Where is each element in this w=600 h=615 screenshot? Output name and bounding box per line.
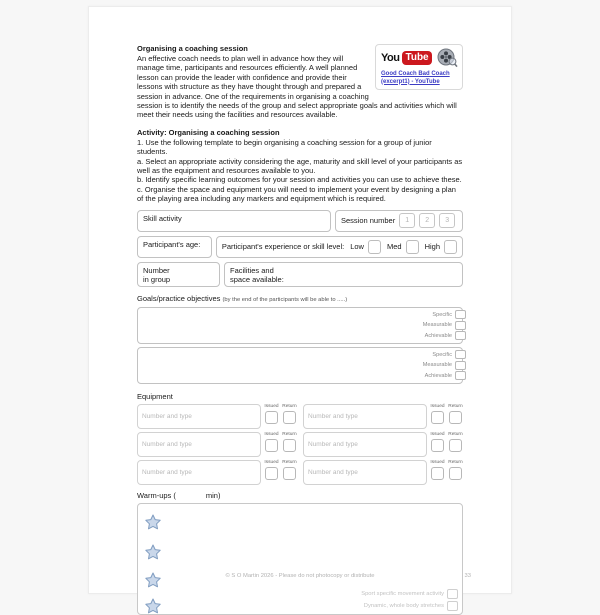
session-form: [137, 210, 463, 287]
activity-title: Activity: Organising a coaching session: [137, 127, 280, 137]
return-column: [448, 404, 463, 429]
warmups-field[interactable]: [137, 503, 463, 615]
issued-checkbox[interactable]: [265, 467, 278, 480]
participant-age-label: Participant's age:: [143, 239, 201, 249]
copyright-text: © S O Martin 2026 - Please do not photocopy or distribute: [225, 573, 375, 579]
sport-specific-checkbox[interactable]: [447, 589, 458, 599]
experience-level-field: [216, 236, 463, 258]
issued-checkbox[interactable]: [265, 411, 278, 424]
hint-row: [361, 601, 458, 611]
issued-checkbox[interactable]: [265, 439, 278, 452]
session-number-label: Session number: [341, 216, 396, 226]
youtube-link-line1: Good Coach Bad Coach: [381, 71, 450, 77]
participant-age-field[interactable]: [137, 236, 212, 258]
warmups-hints: [361, 587, 458, 611]
specific-checkbox[interactable]: [455, 310, 466, 319]
specific-label: Specific: [432, 351, 452, 358]
form-row-1: [137, 210, 463, 232]
achievable-checkbox[interactable]: [455, 331, 466, 340]
equipment-number-type-field[interactable]: Number and type: [303, 460, 427, 485]
return-checkbox[interactable]: [449, 439, 462, 452]
facilities-field[interactable]: [224, 262, 463, 287]
issued-column: [264, 432, 279, 457]
star-icon: [145, 544, 161, 560]
number-in-group-label-line1: Number: [143, 265, 170, 275]
goals-section: [137, 294, 463, 384]
issued-label: Issued: [430, 459, 445, 465]
issued-column: [430, 432, 445, 457]
experience-level-label: Participant's experience or skill level:: [221, 242, 345, 252]
page-number: 33: [464, 573, 471, 579]
issued-label: Issued: [264, 431, 279, 437]
equipment-title: Equipment: [137, 391, 173, 401]
return-checkbox[interactable]: [449, 411, 462, 424]
activity-instruction-a: a. Select an appropriate activity considering the age, maturity and skill level of your participants as well as the equipment and resources available to you.: [137, 156, 463, 176]
measurable-checkbox[interactable]: [455, 361, 466, 370]
goal-objective-field-1[interactable]: [137, 307, 463, 344]
youtube-logo-tube: Tube: [402, 51, 431, 65]
session-number-2-checkbox[interactable]: 2: [419, 213, 435, 228]
return-column: [282, 404, 297, 429]
issued-label: Issued: [264, 459, 279, 465]
star-icon: [145, 598, 161, 614]
equipment-cell: [303, 404, 463, 429]
goals-title: [137, 294, 463, 305]
equipment-cell: [137, 432, 297, 457]
skill-activity-label: Skill activity: [143, 213, 182, 223]
equipment-number-type-field[interactable]: Number and type: [137, 432, 261, 457]
return-column: [282, 432, 297, 457]
return-checkbox[interactable]: [283, 439, 296, 452]
star-icon: [145, 514, 161, 530]
hint-row: [361, 589, 458, 599]
equipment-number-type-field[interactable]: Number and type: [137, 404, 261, 429]
measurable-checkbox[interactable]: [455, 321, 466, 330]
achievable-checkbox[interactable]: [455, 371, 466, 380]
youtube-logo-you: You: [381, 52, 400, 64]
equipment-number-type-field[interactable]: Number and type: [303, 404, 427, 429]
equipment-row: [137, 432, 463, 457]
achievable-label: Achievable: [424, 332, 452, 339]
sport-specific-hint: Sport specific movement activity: [361, 590, 444, 597]
youtube-video-link[interactable]: [381, 71, 458, 86]
skill-activity-field[interactable]: [137, 210, 331, 232]
return-checkbox[interactable]: [449, 467, 462, 480]
equipment-cell: [137, 460, 297, 485]
page-footer: [137, 573, 471, 579]
page-title: Organising a coaching session: [137, 44, 248, 53]
return-column: [282, 460, 297, 485]
measurable-label: Measurable: [422, 362, 452, 369]
level-low-label: Low: [350, 242, 364, 252]
warmups-title-suffix: min): [205, 490, 221, 500]
dynamic-stretches-hint: Dynamic, whole body stretches: [363, 602, 444, 609]
issued-label: Issued: [430, 403, 445, 409]
return-label: Return: [282, 459, 297, 465]
return-label: Return: [448, 431, 463, 437]
document-page: [88, 6, 512, 609]
dynamic-stretches-checkbox[interactable]: [447, 601, 458, 611]
warmups-title-prefix: Warm-ups (: [137, 490, 176, 500]
level-high-label: High: [424, 242, 440, 252]
activity-section: [137, 128, 463, 204]
equipment-cell: [137, 404, 297, 429]
issued-checkbox[interactable]: [431, 411, 444, 424]
equipment-row: [137, 460, 463, 485]
activity-instruction-1: 1. Use the following template to begin organising a coaching session for a group of junior students.: [137, 137, 432, 157]
goals-subtitle: (by the end of the participants will be able to .....): [222, 296, 348, 303]
number-in-group-field[interactable]: [137, 262, 220, 287]
equipment-number-type-field[interactable]: Number and type: [137, 460, 261, 485]
goals-title-text: Goals/practice objectives: [137, 293, 221, 303]
facilities-label-line2: space available:: [230, 274, 284, 284]
return-label: Return: [448, 459, 463, 465]
issued-checkbox[interactable]: [431, 467, 444, 480]
activity-instruction-c: c. Organise the space and equipment you will need to implement your event by designing a plan of the playing area including any markers and equipment which is required.: [137, 184, 456, 204]
issued-column: [264, 460, 279, 485]
criteria-row: [432, 350, 466, 359]
level-high-checkbox[interactable]: [444, 240, 457, 254]
youtube-panel: [375, 44, 463, 90]
equipment-section: [137, 392, 463, 485]
session-number-3-checkbox[interactable]: 3: [439, 213, 455, 228]
return-label: Return: [282, 431, 297, 437]
issued-checkbox[interactable]: [431, 439, 444, 452]
specific-checkbox[interactable]: [455, 350, 466, 359]
level-med-checkbox[interactable]: [406, 240, 419, 254]
issued-column: [430, 404, 445, 429]
page-content: [137, 44, 463, 615]
criteria-row: [425, 331, 466, 340]
return-checkbox[interactable]: [283, 411, 296, 424]
facilities-label-line1: Facilities and: [230, 265, 274, 275]
session-number-field: [335, 210, 463, 232]
activity-instruction-b: b. Identify specific learning outcomes for your session and activities you can use to achieve these.: [137, 175, 462, 185]
equipment-number-type-field[interactable]: Number and type: [303, 432, 427, 457]
criteria-row: [423, 361, 466, 370]
level-med-label: Med: [386, 242, 402, 252]
intro-paragraph: An effective coach needs to plan well in advance how they will manage time, participants and resources efficiently. A well planned lesson can provide the leader with confidence and provide their lessons with structure as they have thought through and prepared a session in advance. One of the requirements in organising a coaching session is to identify the needs of the group and select appropriate goals and activities which will meet their needs using the facilities and resources available.: [137, 54, 457, 120]
issued-column: [430, 460, 445, 485]
measurable-label: Measurable: [422, 322, 452, 329]
return-column: [448, 432, 463, 457]
criteria-row: [423, 321, 466, 330]
equipment-cell: [303, 432, 463, 457]
return-column: [448, 460, 463, 485]
intro-section: [137, 44, 463, 120]
film-reel-icon: [436, 48, 458, 68]
issued-label: Issued: [264, 403, 279, 409]
issued-label: Issued: [430, 431, 445, 437]
form-row-2: [137, 236, 463, 258]
equipment-cell: [303, 460, 463, 485]
session-number-1-checkbox[interactable]: 1: [399, 213, 415, 228]
youtube-link-line2: (excerpt1) - YouTube: [381, 78, 440, 85]
equipment-row: [137, 404, 463, 429]
number-in-group-label-line2: in group: [143, 274, 171, 284]
form-row-3: [137, 262, 463, 287]
warmups-section: [137, 491, 463, 615]
achievable-label: Achievable: [424, 372, 452, 379]
specific-label: Specific: [432, 311, 452, 318]
return-checkbox[interactable]: [283, 467, 296, 480]
level-low-checkbox[interactable]: [368, 240, 381, 254]
criteria-row: [432, 310, 466, 319]
youtube-logo: [381, 48, 458, 68]
warmups-title: [137, 491, 463, 501]
issued-column: [264, 404, 279, 429]
criteria-row: [425, 371, 466, 380]
return-label: Return: [448, 403, 463, 409]
return-label: Return: [282, 403, 297, 409]
goal-objective-field-2[interactable]: [137, 347, 463, 384]
